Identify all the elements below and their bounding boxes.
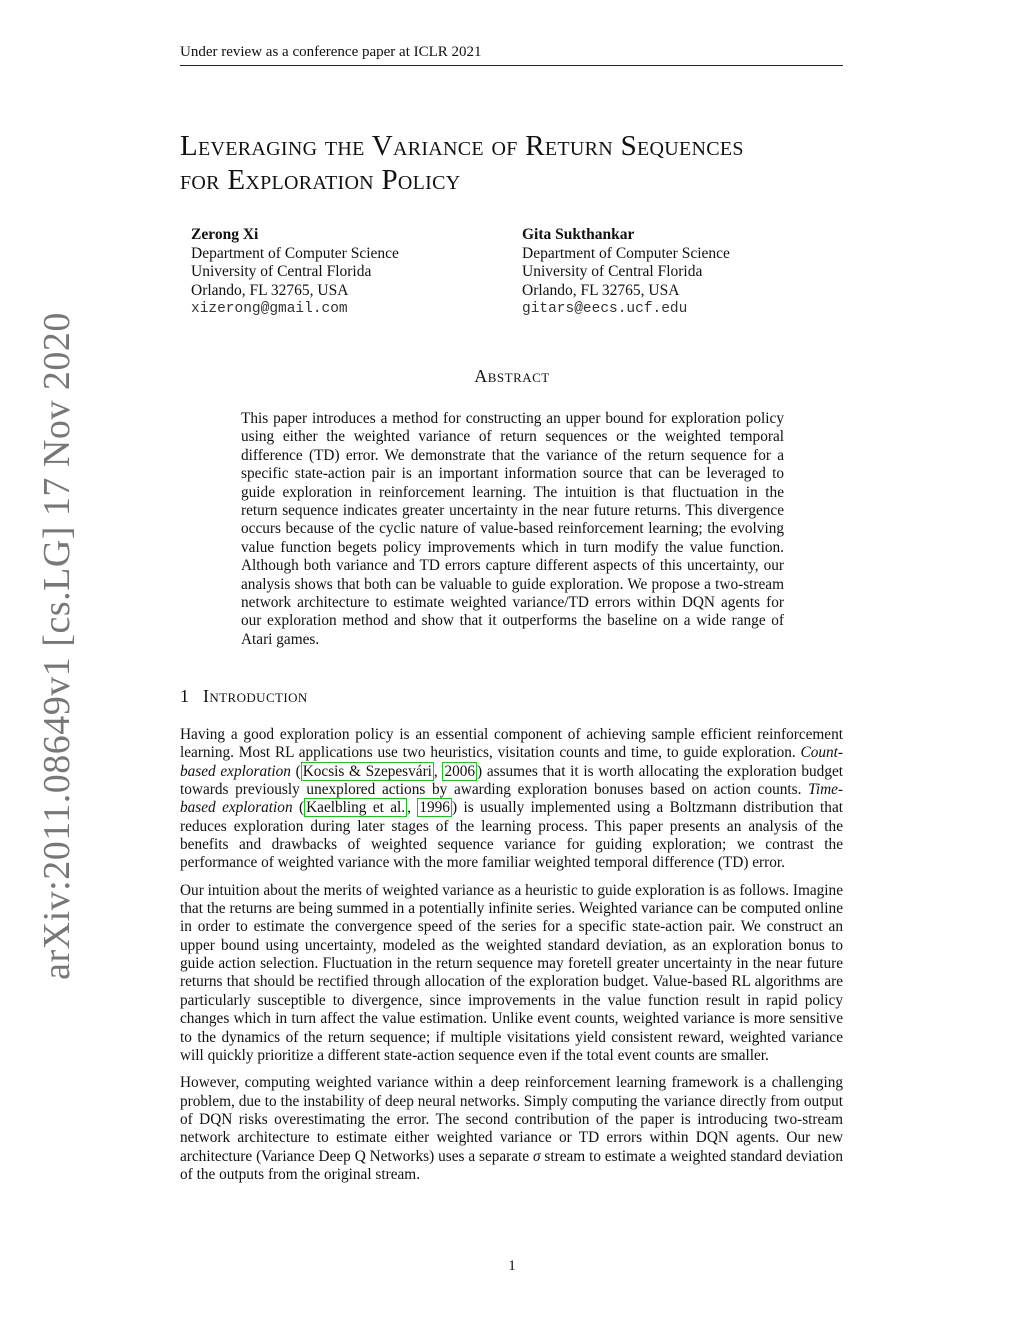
- title-line-1: Leveraging the Variance of Return Sequences: [180, 130, 744, 162]
- running-header: Under review as a conference paper at ICLR 2021: [180, 44, 482, 60]
- intro-paragraph-3: [180, 1074, 843, 1184]
- text-run: ) is usually implemented using a Boltzmann distribution that reduces exploration during later stages of the learning process. This paper presents an analysis of the benefits and drawbacks of weighted sequence variance for guiding exploration; we contrast the performance of weighted variance with the more familiar weighted temporal difference (TD) error.: [180, 799, 843, 872]
- abstract-text: This paper introduces a method for constructing an upper bound for exploration policy using either the weighted variance of return sequences or the weighted temporal difference (TD) error. We demonstrate that the variance of the return sequence for a specific state-action pair is an important information source that can be leveraged to guide exploration in reinforcement learning. The intuition is that fluctuation in the return sequence indicates greater uncertainty in the near future returns. This divergence occurs because of the cyclic nature of value-based reinforcement learning; the evolving value function begets policy improvements which in turn modify the value function. Although both variance and TD errors capture different aspects of this uncertainty, our analysis shows that both can be valuable to guide exploration. We propose a two-stream network architecture to estimate weighted variance/TD errors within DQN agents for our exploration method and show that it outperforms the baseline on a wide range of Atari games.: [241, 410, 784, 648]
- section-title: Introduction: [203, 686, 308, 706]
- abstract-heading: Abstract: [474, 366, 550, 386]
- citation-link[interactable]: 2006: [444, 762, 476, 780]
- page-number: 1: [508, 1258, 516, 1274]
- author-univ: University of Central Florida: [522, 263, 703, 280]
- section-heading: [180, 686, 308, 707]
- author-univ: University of Central Florida: [191, 263, 372, 280]
- citation-link[interactable]: Kaelbling et al.: [306, 799, 406, 817]
- text-run: Having a good exploration policy is an essential component of achieving sample efficient reinforcement learning. Most RL applications use two heuristics, visitation counts and time, to guide exploration.: [180, 726, 843, 762]
- emphasis: Time-based exploration: [180, 781, 843, 817]
- text-run: However, computing weighted variance within a deep reinforcement learning framework is a challenging problem, due to the instability of deep neural networks. Simply computing the variance directly from output of DQN risks overestimating the error. The second contribution of the paper is introducing two-stream network architecture to estimate either weighted variance or TD errors within DQN agents. Our new architecture (Variance Deep Q Networks) uses a separate: [180, 1074, 843, 1165]
- author-dept: Department of Computer Science: [522, 244, 730, 262]
- intro-body: [180, 726, 843, 1193]
- author-email[interactable]: gitars@eecs.ucf.edu: [522, 301, 688, 317]
- citation-link[interactable]: 1996: [419, 799, 450, 817]
- text-run: ,: [407, 799, 418, 817]
- text-run: (: [290, 762, 301, 780]
- arxiv-stamp: arXiv:2011.08649v1 [cs.LG] 17 Nov 2020: [36, 312, 78, 980]
- emphasis: Count-based exploration: [180, 744, 843, 780]
- author-name: Gita Sukthankar: [522, 226, 635, 243]
- citation-link[interactable]: Kocsis & Szepesvári: [302, 762, 432, 780]
- text-run: stream to estimate a weighted standard deviation of the outputs from the original stream.: [180, 1147, 843, 1183]
- text-run: ,: [433, 762, 443, 780]
- author-block-1: [191, 226, 399, 319]
- sigma-symbol: σ: [532, 1147, 541, 1165]
- author-email[interactable]: xizerong@gmail.com: [191, 301, 348, 317]
- title-line-2: for Exploration Policy: [180, 164, 461, 196]
- section-number: 1: [180, 686, 189, 706]
- intro-paragraph-2: Our intuition about the merits of weighted variance as a heuristic to guide exploration is as follows. Imagine that the returns are being summed in a potentially infinite series. Weighted variance can be computed online in order to estimate the convergence speed of the series for a specific state-action pair. We construct an upper bound using uncertainty, modeled as the weighted standard deviation, as an exploration bonus to guide action selection. Fluctuation in the return sequence may foretell greater uncertainty in the near future returns that should be rectified through allocation of the exploration budget. Value-based RL algorithms are particularly susceptible to divergence, since improvements in the value function result in rapid policy changes which in turn affect the value estimation. Unlike event counts, weighted variance is more sensitive to the dynamics of the return sequence; if multiple visitations yield consistent reward, weighted variance will quickly prioritize a different state-action sequence even if the total event counts are smaller.: [180, 881, 843, 1064]
- author-name: Zerong Xi: [191, 226, 259, 243]
- text-run: ) assumes that it is worth allocating the exploration budget towards previously unexplored actions by awarding exploration bonuses based on action counts.: [180, 762, 844, 799]
- author-block-2: [522, 226, 730, 319]
- author-dept: Department of Computer Science: [191, 244, 399, 262]
- author-location: Orlando, FL 32765, USA: [191, 281, 349, 299]
- header-rule: [180, 65, 843, 66]
- author-location: Orlando, FL 32765, USA: [522, 281, 680, 299]
- paper-title: [180, 129, 860, 197]
- intro-paragraph-1: [180, 726, 843, 873]
- text-run: (: [292, 799, 305, 817]
